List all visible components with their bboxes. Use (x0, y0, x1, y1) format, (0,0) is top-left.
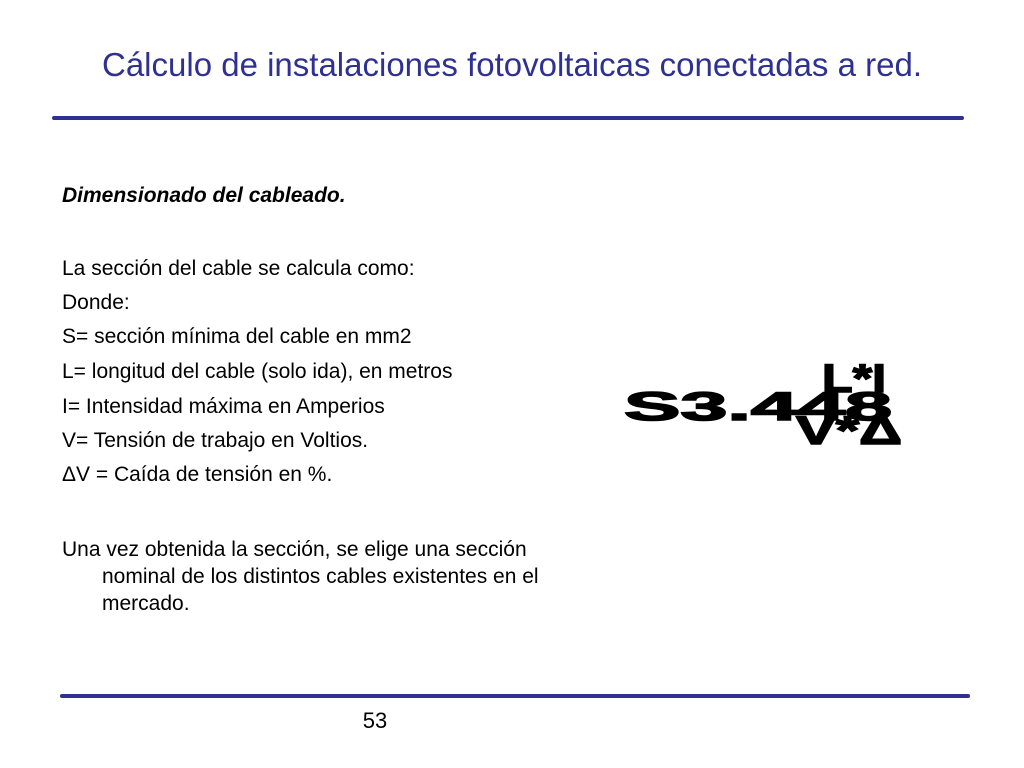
section-formula (622, 352, 912, 452)
page-number: 53 (362, 708, 388, 733)
closing-paragraph-line: nominal de los distintos cables existentes en el (102, 565, 539, 588)
formula-graphic (622, 352, 912, 452)
closing-paragraph-line: Una vez obtenida la sección, se elige una sección (62, 538, 527, 561)
closing-paragraph (62, 536, 662, 617)
body-line-intro: La sección del cable se calcula como: (62, 257, 415, 280)
body-line-v-def: V= Tensión de trabajo en Voltios. (62, 429, 369, 452)
body-line-donde: Donde: (62, 291, 130, 314)
section-subheading: Dimensionado del cableado. (62, 184, 346, 207)
closing-paragraph-line: mercado. (102, 592, 190, 615)
title-divider (52, 116, 964, 120)
formula-denominator: V*Δ (796, 409, 902, 452)
formula-expression: S3.448 (624, 385, 892, 429)
slide-title: Cálculo de instalaciones fotovoltaicas conectadas a red. (102, 46, 922, 83)
formula-numerator: L*I (822, 357, 886, 401)
body-line-l-def: L= longitud del cable (solo ida), en metros (62, 360, 453, 383)
body-line-i-def: I= Intensidad máxima en Amperios (62, 395, 385, 418)
body-line-s-def: S= sección mínima del cable en mm2 (62, 325, 412, 348)
body-line-deltav-def: ΔV = Caída de tensión en %. (62, 463, 333, 486)
footer-divider (60, 694, 970, 698)
